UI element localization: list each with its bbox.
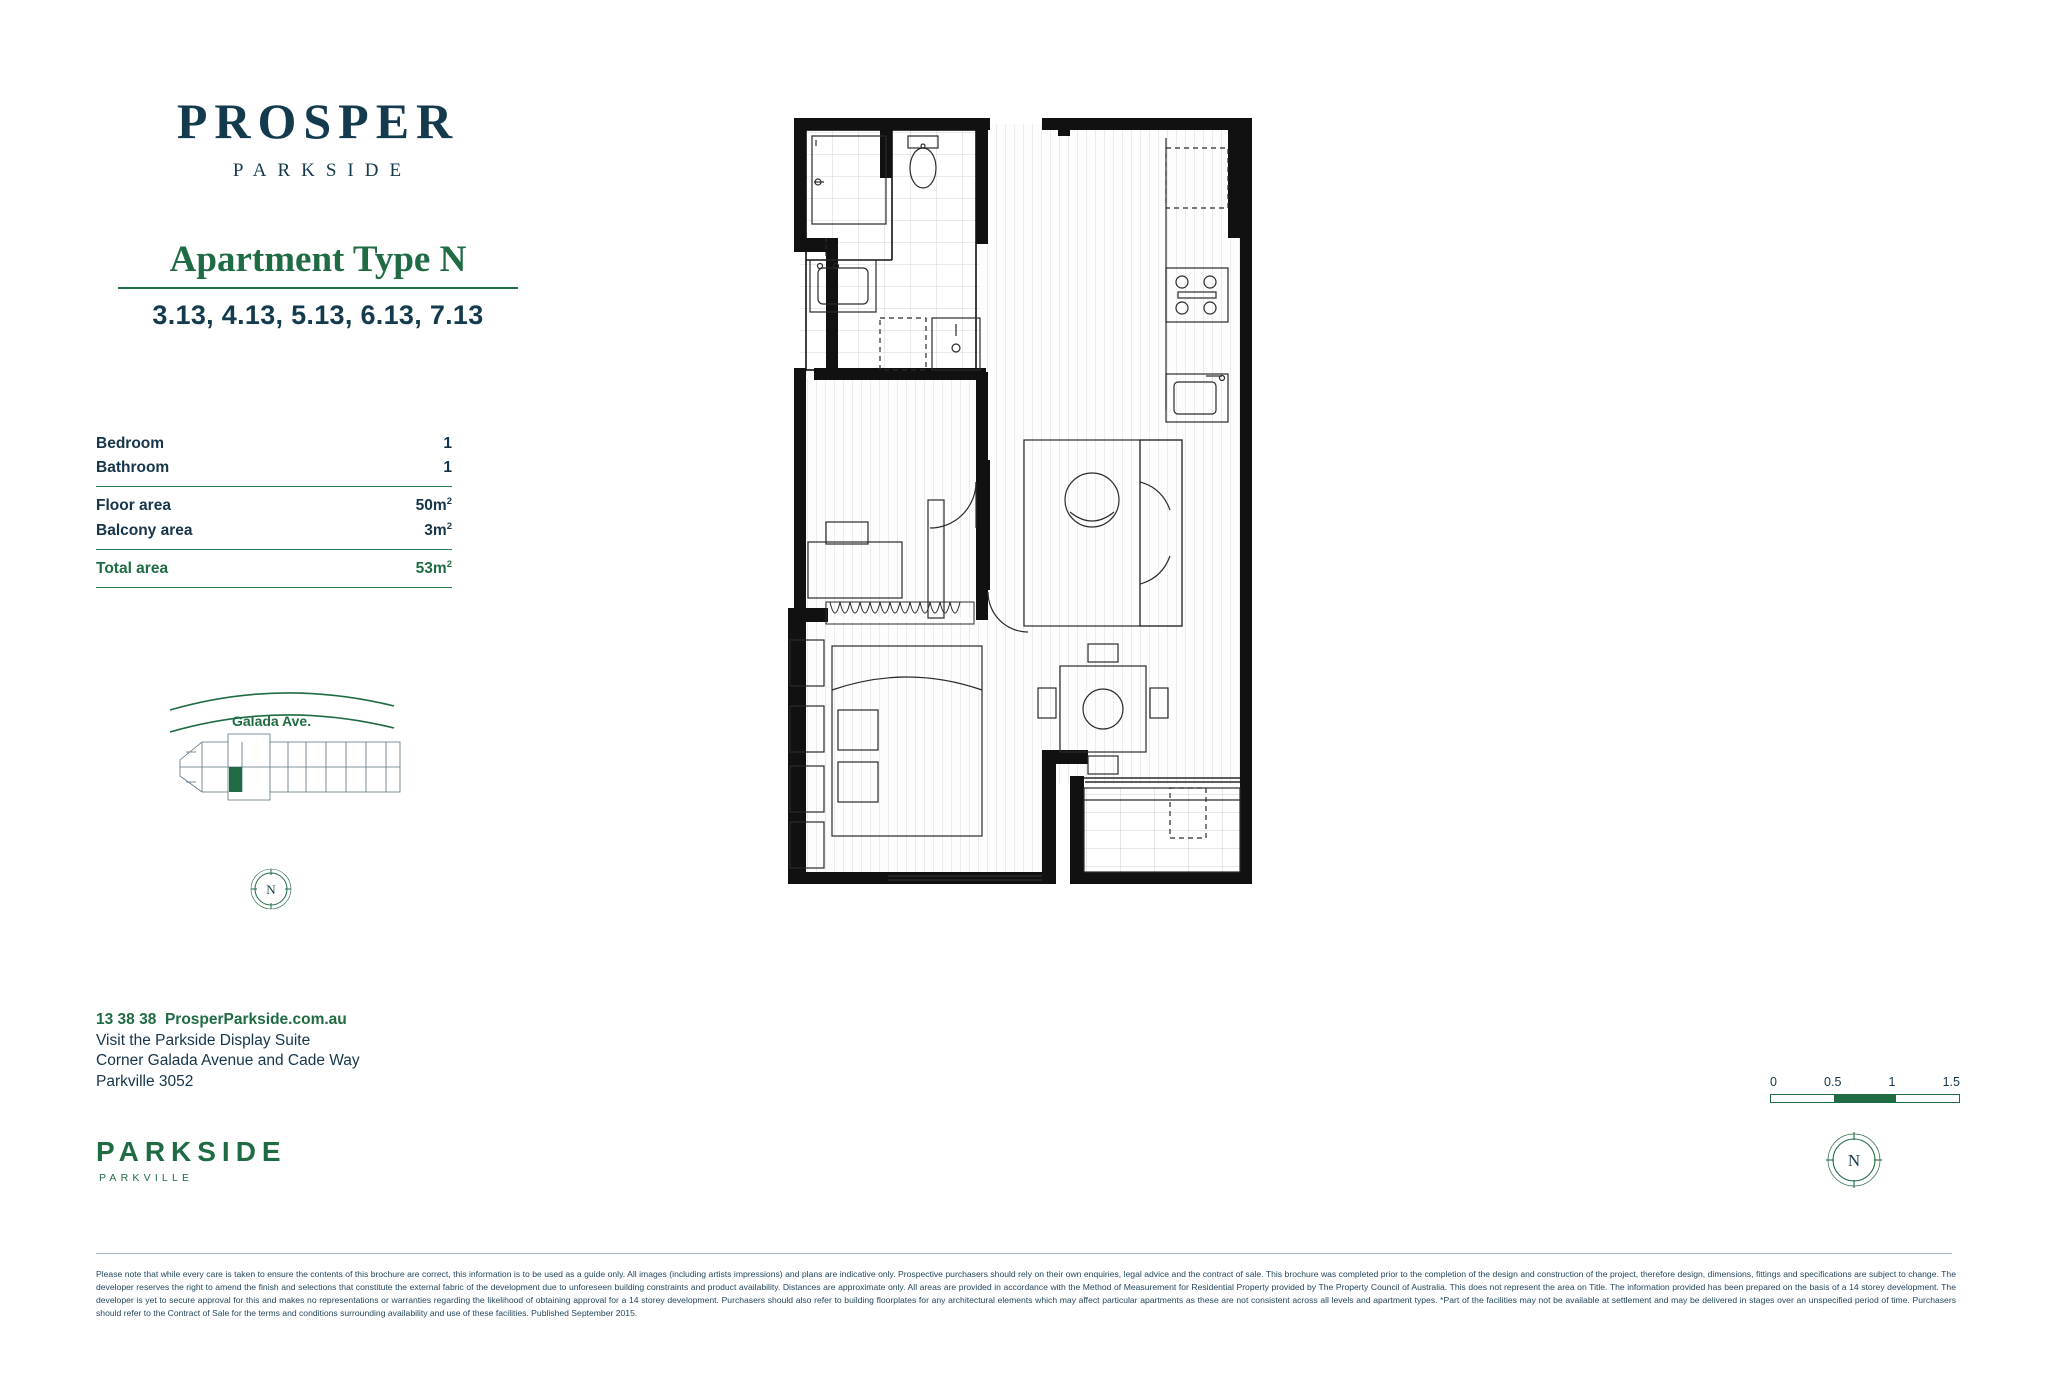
- disclaimer-text: Please note that while every care is taken to ensure the contents of this brochure are correct, this information is to be used as a guide only. All images (including artists impressions) and plans are indicative only. Prospective purchasers should rely on their own enquiries, legal advice and the contract of sale. This brochure was completed prior to the completion of the design and construction of the project, therefore design, dimensions, fittings and specifications are subject to change. The developer reserves the right to amend the finish and selections that constitute the external fabric of the development due to unforeseen building constraints and product availability. Distances are approximate only. All areas are provided in accordance with the Method of Measurement for Residential Property provided by The Property Council of Australia. This does not represent the area on Title. The information provided has been prepared on the basis of a 14 storey development. The developer is yet to secure approval for this and makes no representations or warranties regarding the likelihood of obtaining approval for a 14 storey development. Purchasers should also refer to building floorplates for any architectural elements which may affect particular apartments as these are not consistent across all levels and apartment types. *Part of the facilities may not be available at settlement and may be delivered in stages over an unspecified period of time. Purchasers should refer to the Contract of Sale for the terms and conditions surrounding availability and use of these facilities. Published September 2015.: [96, 1269, 1956, 1319]
- scale-tick-2: 1: [1888, 1075, 1896, 1089]
- svg-text:N: N: [1847, 1151, 1861, 1170]
- spec-divider: [96, 486, 452, 487]
- spec-unit: 2: [446, 496, 452, 507]
- brand-name: PROSPER: [176, 93, 460, 149]
- spec-table: [96, 432, 452, 594]
- spec-row-bedroom: [96, 432, 452, 456]
- spec-label: Bathroom: [96, 459, 170, 476]
- spec-row-balcony-area: [96, 518, 452, 543]
- spec-value: [424, 521, 452, 540]
- scale-tick-3: 1.5: [1942, 1075, 1960, 1089]
- contact-block: [96, 1010, 360, 1092]
- scale-bar: [1770, 1075, 1960, 1103]
- scale-ticks: [1770, 1075, 1960, 1089]
- spec-label: Bedroom: [96, 435, 165, 452]
- contact-line-4: Parkville 3052: [96, 1072, 194, 1090]
- page-title: Apartment Type N: [118, 238, 518, 289]
- spec-row-floor-area: [96, 493, 452, 518]
- key-plan-street-label: Galada Ave.: [232, 713, 312, 729]
- compass-large: [1824, 1130, 1884, 1190]
- parkside-logo-sub: PARKVILLE: [99, 1172, 194, 1184]
- spec-value: 1: [443, 459, 452, 476]
- key-plan-highlight: [229, 767, 242, 792]
- spec-label: Balcony area: [96, 522, 193, 540]
- spec-row-total-area: [96, 556, 452, 581]
- contact-line-2: Visit the Parkside Display Suite: [96, 1031, 311, 1049]
- spec-row-bathroom: [96, 456, 452, 480]
- spec-divider: [96, 587, 452, 588]
- disclaimer-divider: [96, 1253, 1952, 1254]
- brand-logo: [128, 93, 508, 182]
- parkside-logo-name: PARKSIDE: [96, 1136, 287, 1167]
- spec-label: Floor area: [96, 497, 171, 515]
- spec-value-number: 50m: [415, 497, 447, 515]
- spec-value-number: 53m: [415, 560, 447, 578]
- contact-line-3: Corner Galada Avenue and Cade Way: [96, 1052, 360, 1070]
- spec-value: 1: [443, 435, 452, 452]
- apartment-numbers: 3.13, 4.13, 5.13, 6.13, 7.13: [152, 300, 484, 330]
- contact-phone[interactable]: 13 38 38: [96, 1011, 157, 1028]
- brand-subtitle: PARKSIDE: [232, 160, 413, 181]
- compass-small: [248, 866, 294, 912]
- key-plan: [150, 672, 410, 842]
- spec-unit: 2: [446, 521, 452, 533]
- floor-plan: [780, 110, 1520, 910]
- key-plan-diagram: [150, 672, 410, 842]
- scale-tick-1: 0.5: [1824, 1075, 1842, 1089]
- svg-text:N: N: [266, 882, 276, 897]
- contact-phone-web[interactable]: [96, 1010, 360, 1031]
- scale-bar-graphic: [1770, 1094, 1960, 1103]
- spec-unit: 2: [446, 559, 452, 571]
- spec-value: [416, 496, 452, 515]
- floor-plan-drawing: [780, 110, 1520, 910]
- scale-tick-0: 0: [1770, 1075, 1777, 1089]
- spec-value: [416, 559, 452, 578]
- contact-website[interactable]: ProsperParkside.com.au: [164, 1011, 347, 1028]
- parkside-logo: [96, 1138, 287, 1184]
- spec-divider: [96, 549, 452, 550]
- spec-value-number: 3m: [424, 522, 447, 540]
- spec-label: Total area: [96, 560, 169, 578]
